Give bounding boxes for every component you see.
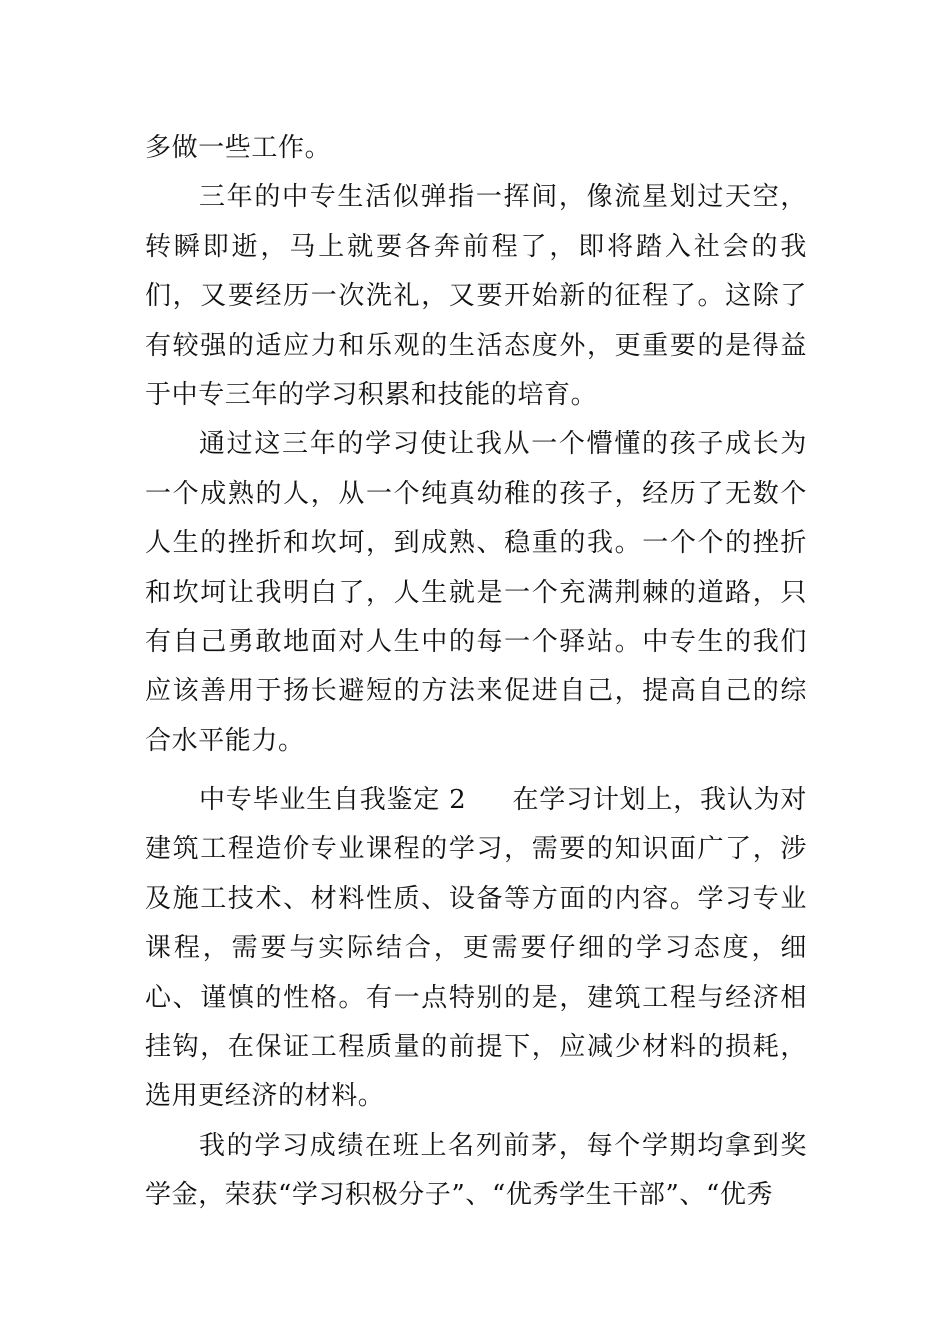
continuation-paragraph: 多做一些工作。 — [145, 133, 332, 163]
paragraph-study-plan — [145, 776, 807, 1122]
paragraph-growth: 通过这三年的学习使让我从一个懵懂的孩子成长为一个成熟的人，从一个纯真幼稚的孩子，经历了无数个人生的挫折和坎坷，到成熟、稳重的我。一个个的挫折和坎坷让我明白了，人生就是一个充满荆棘的道路，只有自己勇敢地面对人生中的每一个驿站。中专生的我们应该善用于扬长避短的方法来促进自己，提高自己的综合水平能力。 — [145, 429, 807, 756]
section-heading: 中专毕业生自我鉴定 2 — [199, 785, 467, 815]
paragraph-achievements: 我的学习成绩在班上名列前茅，每个学期均拿到奖学金，荣获“学习积极分子”、“优秀学生干部”、“优秀 — [145, 1130, 807, 1211]
text-block-1 — [145, 124, 807, 766]
study-plan-text: 在学习计划上，我认为对建筑工程造价专业课程的学习，需要的知识面广了，涉及施工技术、材料性质、设备等方面的内容。学习专业课程，需要与实际结合，更需要仔细的学习态度，细心、谨慎的性格。有一点特别的是，建筑工程与经济相挂钩，在保证工程质量的前提下，应减少材料的损耗，选用更经济的材料。 — [145, 785, 807, 1112]
text-block-2 — [145, 776, 807, 1221]
paragraph-school-life: 三年的中专生活似弹指一挥间，像流星划过天空，转瞬即逝，马上就要各奔前程了，即将踏入社会的我们，又要经历一次洗礼，又要开始新的征程了。这除了有较强的适应力和乐观的生活态度外，更重要的是得益于中专三年的学习积累和技能的培育。 — [145, 182, 807, 411]
